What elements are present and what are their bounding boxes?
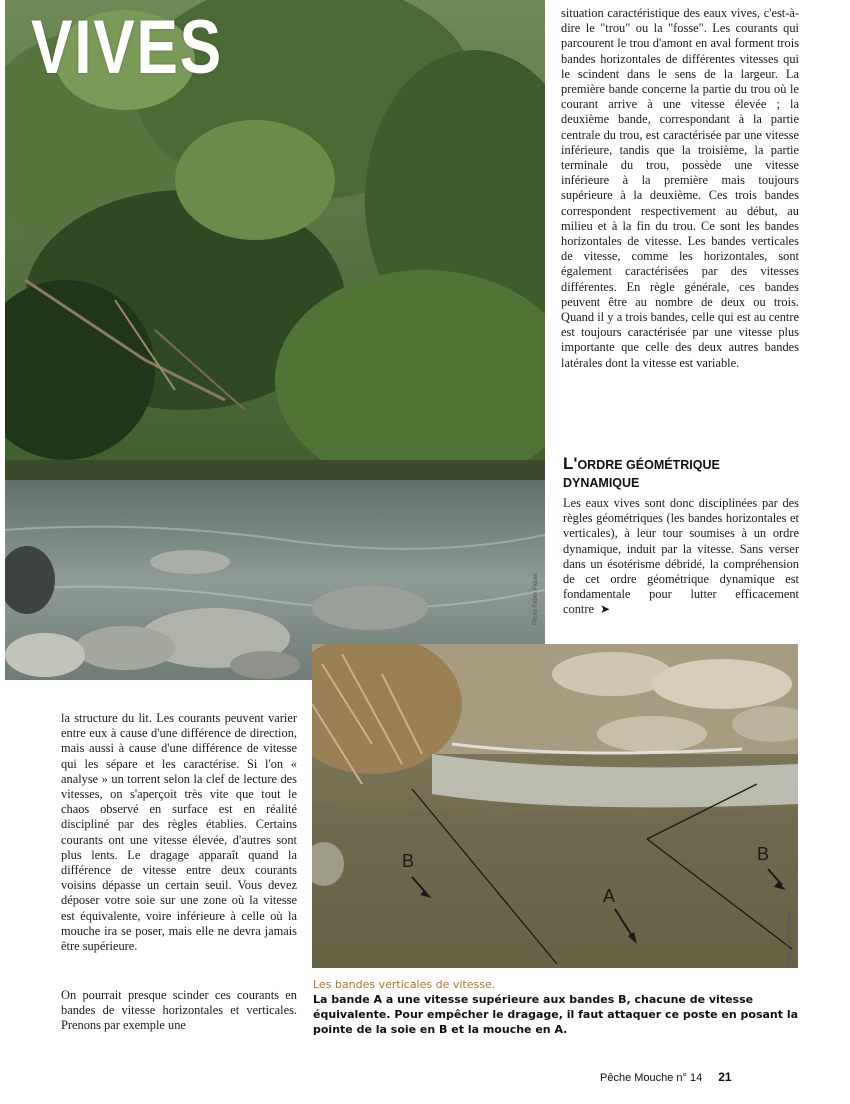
section-heading (563, 455, 799, 492)
headline: VIVES (31, 5, 223, 90)
continue-arrow-icon: ➤ (599, 602, 611, 617)
bottom-photo (312, 644, 798, 968)
right-column (561, 6, 799, 371)
speed-bands-illustration (312, 644, 798, 968)
photo-caption (313, 977, 803, 1037)
left-column-text2: On pourrait presque scinder ces courants en bandes de vitesse horizontales et verticales. Prenons par exemple une (61, 988, 297, 1033)
left-column-tail (61, 988, 297, 1034)
river-forest-illustration (5, 0, 545, 680)
section-heading-line1: ORDRE GÉOMÉTRIQUE (577, 458, 720, 472)
label-b-left: B (402, 851, 415, 871)
label-a-center: A (603, 886, 616, 906)
caption-title: Les bandes verticales de vitesse. (313, 978, 496, 991)
top-photo (5, 0, 545, 680)
section-heading-line2: DYNAMIQUE (563, 476, 640, 490)
magazine-issue: Pêche Mouche n° 14 (600, 1072, 703, 1084)
section-text: Les eaux vives sont donc disciplinées par des règles géométriques (les bandes horizontales et verticales), à leur tour soumises à un ordre dynamique, induit par la vitesse. Sans verser dans un ésotérisme débridé, la compréhension de cet ordre géométrique dynamique est fondamentale pour lutter efficacement contre (563, 496, 799, 617)
caption-body: La bande A a une vitesse supérieure aux bandes B, chacune de vitesse équivalente. Pour empêcher le dragage, il faut attaquer ce poste en posant la pointe de la soie en B et la mouche en A. (313, 993, 799, 1036)
photo-credit-bottom: Photo Fabre Piquet (787, 912, 793, 964)
label-b-right: B (757, 844, 770, 864)
page-footer (600, 1070, 732, 1084)
page-number: 21 (718, 1070, 732, 1084)
left-column (61, 711, 297, 954)
section-text-block (563, 496, 799, 618)
right-column-text: situation caractéristique des eaux vives, c'est-à-dire le "trou" ou la "fosse". Les courants qui parcourent le trou d'amont en aval forment trois bandes horizontales de différentes vitesses qui le scindent dans le sens de la largeur. La première bande concerne la partie du trou où le courant arrive à une vitesse élevée ; la deuxième bande, correspondant à la partie centrale du trou, est caractérisée par une vitesse inférieure, tandis que la troisième, la partie terminale du trou, possède une vitesse inférieure à la première mais toujours supérieure à la deuxième. Ces trois bandes correspondent respectivement au début, au milieu et à la fin du trou. Ce sont les bandes horizontales de vitesse. Les bandes verticales de vitesse, comme les horizontales, sont également caractérisées par des vitesses différentes. En règle générale, ces bandes peuvent être au nombre de deux ou trois. Quand il y a trois bandes, celle qui est au centre est toujours caractérisée par une vitesse plus importante que celle des deux autres bandes latérales dont la vitesse est variable. (561, 6, 799, 370)
section-heading-initial: L' (563, 454, 578, 473)
photo-credit-top: Photo Fabre Piquet (533, 573, 539, 625)
left-column-text: la structure du lit. Les courants peuvent varier entre eux à cause d'une différence de direction, mais aussi à cause d'une différence de vitesse qui les sépare et les caractérise. Si l'on « analyse » un torrent selon la clef de lecture des vitesses, on s'aperçoit très vite que tout le chaos observé en surface est en réalité discipliné par des règles établies. Certains courants ont une vitesse élevée, d'autres sont plus lents. Le dragage apparaît quand la différence de vitesse entre deux courants voisins dépasse un certain seuil. Vous devez déposer votre soie sur une zone où la vitesse est équivalente, voire inférieure à celle où la mouche ira se poser, mais elle ne devra jamais être supérieure. (61, 711, 297, 954)
